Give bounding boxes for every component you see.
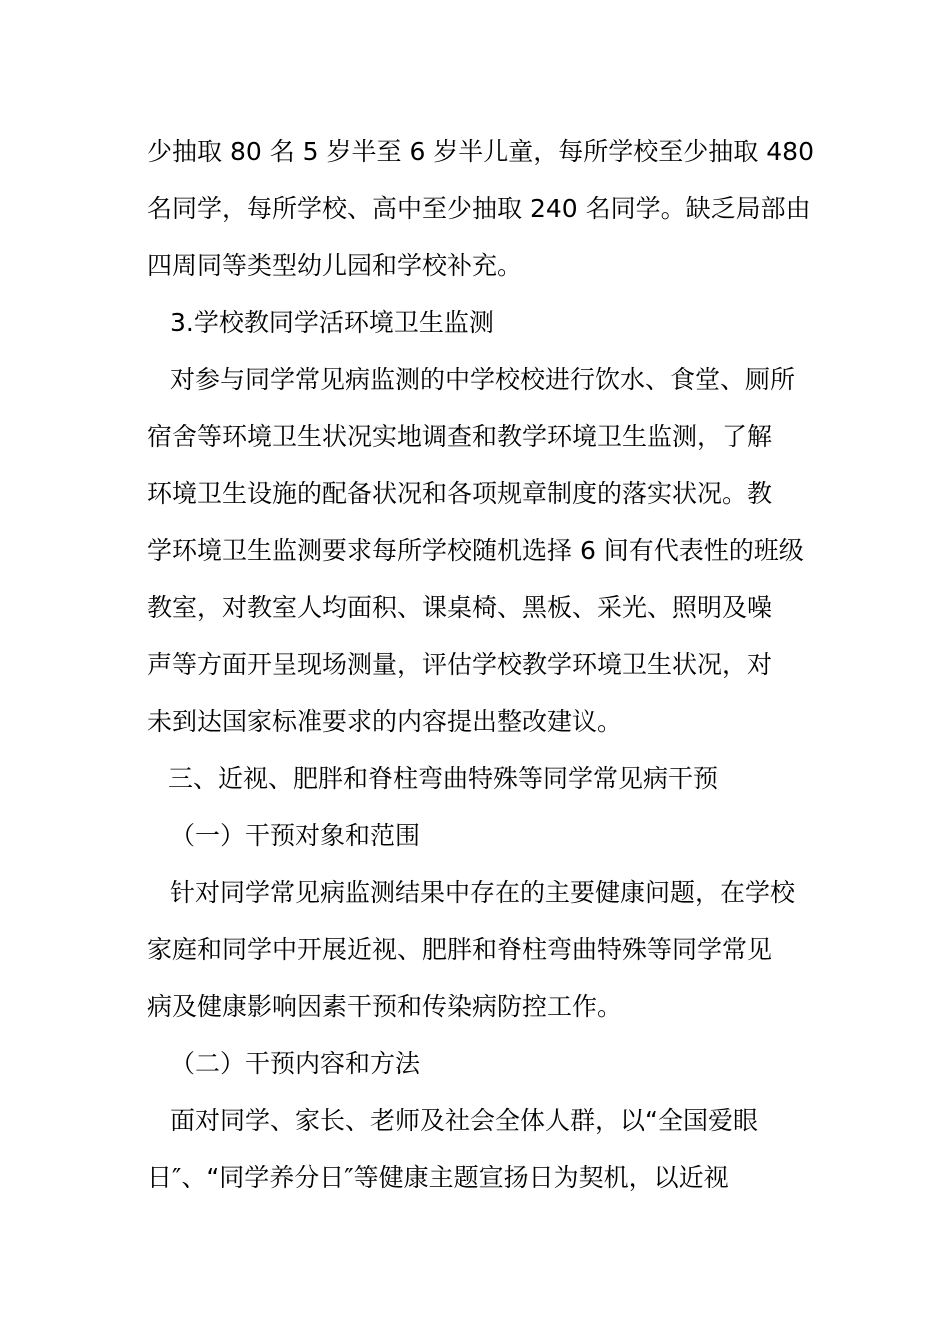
paragraph-line: 日″、“同学养分日″等健康主题宣扬日为契机，以近视 (147, 1163, 729, 1192)
paragraph-line: 家庭和同学中开展近视、肥胖和脊柱弯曲特殊等同学常见 (147, 935, 773, 964)
paragraph-line: 名同学，每所学校、高中至少抽取 240 名同学。缺乏局部由 (147, 194, 811, 223)
paragraph-line: 对参与同学常见病监测的中学校校进行饮水、食堂、厕所 (170, 365, 796, 394)
paragraph-line: 病及健康影响因素干预和传染病防控工作。 (147, 992, 623, 1021)
paragraph-line: 宿舍等环境卫生状况实地调查和教学环境卫生监测，了解 (147, 422, 773, 451)
subsection-heading: （二）干预内容和方法 (170, 1049, 421, 1078)
section-heading: 三、近视、肥胖和脊柱弯曲特殊等同学常见病干预 (168, 764, 719, 793)
paragraph-line: 声等方面开呈现场测量，评估学校教学环境卫生状况，对 (147, 650, 773, 679)
subsection-heading: （一）干预对象和范围 (170, 821, 421, 850)
paragraph-line: 面对同学、家长、老师及社会全体人群，以“全国爱眼 (170, 1106, 758, 1135)
paragraph-line: 针对同学常见病监测结果中存在的主要健康问题，在学校 (170, 878, 796, 907)
paragraph-line: 教室，对教室人均面积、课桌椅、黑板、采光、照明及噪 (147, 593, 773, 622)
paragraph-line: 未到达国家标准要求的内容提出整改建议。 (147, 707, 623, 736)
section-heading: 3.学校教同学活环境卫生监测 (170, 308, 494, 337)
paragraph-line: 少抽取 80 名 5 岁半至 6 岁半儿童，每所学校至少抽取 480 (147, 137, 814, 166)
paragraph-line: 学环境卫生监测要求每所学校随机选择 6 间有代表性的班级 (147, 536, 804, 565)
paragraph-line: 四周同等类型幼儿园和学校补充。 (147, 251, 523, 280)
paragraph-line: 环境卫生设施的配备状况和各项规章制度的落实状况。教 (147, 479, 773, 508)
